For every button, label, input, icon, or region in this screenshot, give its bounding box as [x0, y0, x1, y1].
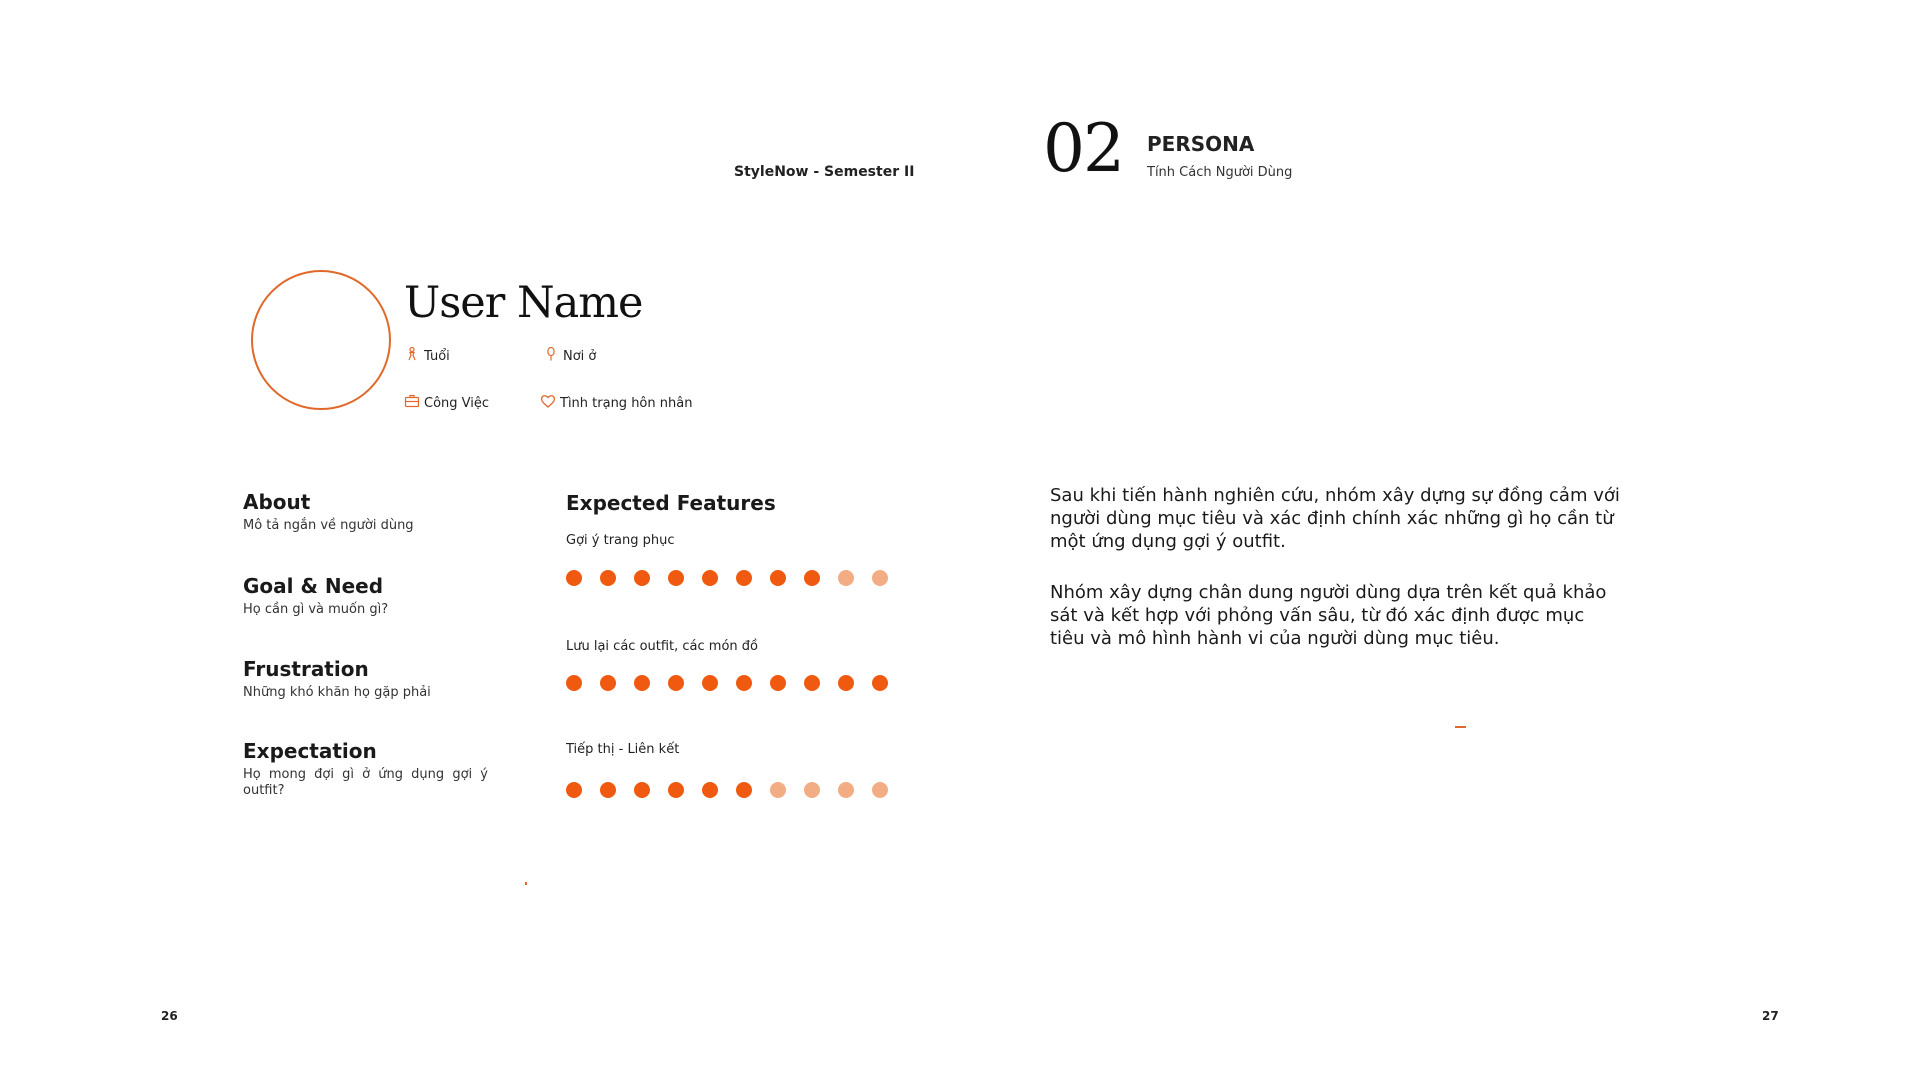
feature-rating: [566, 570, 888, 586]
rating-dot-filled: [838, 675, 854, 691]
rating-dot-filled: [600, 675, 616, 691]
feature-label: Gợi ý trang phục: [566, 533, 675, 548]
rating-dot-filled: [668, 675, 684, 691]
user-name: User Name: [404, 278, 643, 328]
avatar-placeholder: [251, 270, 391, 410]
rating-dot-filled: [566, 675, 582, 691]
rating-dot-empty: [872, 570, 888, 586]
section-title: PERSONA: [1147, 132, 1255, 156]
expectation-description: Họ mong đợi gì ở ứng dụng gợi ý outfit?: [243, 767, 488, 798]
rating-dot-empty: [804, 782, 820, 798]
feature-rating: [566, 675, 888, 691]
rating-dot-filled: [600, 782, 616, 798]
expectation-heading: Expectation: [243, 739, 377, 763]
rating-dot-filled: [804, 675, 820, 691]
decorative-dash: [1455, 726, 1466, 728]
rating-dot-empty: [872, 782, 888, 798]
frustration-description: Những khó khăn họ gặp phải: [243, 685, 431, 700]
rating-dot-filled: [736, 782, 752, 798]
rating-dot-filled: [668, 782, 684, 798]
rating-dot-filled: [804, 570, 820, 586]
rating-dot-filled: [566, 570, 582, 586]
persona-frustration: [243, 657, 493, 701]
rating-dot-empty: [770, 782, 786, 798]
rating-dot-filled: [702, 570, 718, 586]
persona-goal-need: [243, 574, 493, 618]
expected-features-title: Expected Features: [566, 491, 776, 515]
about-heading: About: [243, 490, 311, 514]
person-icon: [404, 346, 420, 366]
briefcase-icon: [404, 393, 420, 413]
rating-dot-filled: [600, 570, 616, 586]
rating-dot-filled: [736, 570, 752, 586]
section-subtitle: Tính Cách Người Dùng: [1147, 165, 1293, 180]
meta-age-label: Tuổi: [424, 348, 450, 364]
location-pin-icon: [543, 346, 559, 366]
meta-job-label: Công Việc: [424, 395, 490, 411]
rating-dot-filled: [702, 782, 718, 798]
meta-marital-label: Tình trạng hôn nhân: [560, 395, 693, 411]
document-title: StyleNow - Semester II: [734, 164, 915, 180]
section-number: 02: [1043, 110, 1123, 187]
frustration-heading: Frustration: [243, 657, 369, 681]
method-paragraph: Nhóm xây dựng chân dung người dùng dựa trên kết quả khảo sát và kết hợp với phỏng vấn sâu, từ đó xác định được mục tiêu và mô hình hành vi của người dùng mục tiêu.: [1050, 582, 1607, 649]
meta-marital-status: [540, 393, 692, 413]
about-description: Mô tả ngắn về người dùng: [243, 518, 414, 533]
page-number-right: 27: [1762, 1009, 1779, 1023]
rating-dot-empty: [838, 570, 854, 586]
decorative-dot: [525, 882, 527, 885]
heart-icon: [540, 393, 556, 413]
persona-about: [243, 490, 493, 534]
goal-description: Họ cần gì và muốn gì?: [243, 602, 389, 617]
rating-dot-filled: [634, 782, 650, 798]
rating-dot-empty: [838, 782, 854, 798]
feature-rating: [566, 782, 888, 798]
rating-dot-filled: [668, 570, 684, 586]
rating-dot-filled: [566, 782, 582, 798]
meta-job: [404, 393, 489, 413]
meta-age: [404, 346, 450, 366]
rating-dot-filled: [634, 675, 650, 691]
rating-dot-filled: [770, 570, 786, 586]
rating-dot-filled: [872, 675, 888, 691]
rating-dot-filled: [770, 675, 786, 691]
rating-dot-filled: [634, 570, 650, 586]
feature-label: Tiếp thị - Liên kết: [566, 742, 680, 757]
intro-paragraph: Sau khi tiến hành nghiên cứu, nhóm xây dựng sự đồng cảm với người dùng mục tiêu và xác định chính xác những gì họ cần từ một ứng dụng gợi ý outfit.: [1050, 485, 1620, 552]
feature-label: Lưu lại các outfit, các món đồ: [566, 639, 758, 654]
rating-dot-filled: [736, 675, 752, 691]
goal-heading: Goal & Need: [243, 574, 384, 598]
persona-expectation: [243, 739, 488, 798]
meta-location: [543, 346, 596, 366]
page-number-left: 26: [161, 1009, 178, 1023]
meta-location-label: Nơi ở: [563, 348, 597, 364]
rating-dot-filled: [702, 675, 718, 691]
